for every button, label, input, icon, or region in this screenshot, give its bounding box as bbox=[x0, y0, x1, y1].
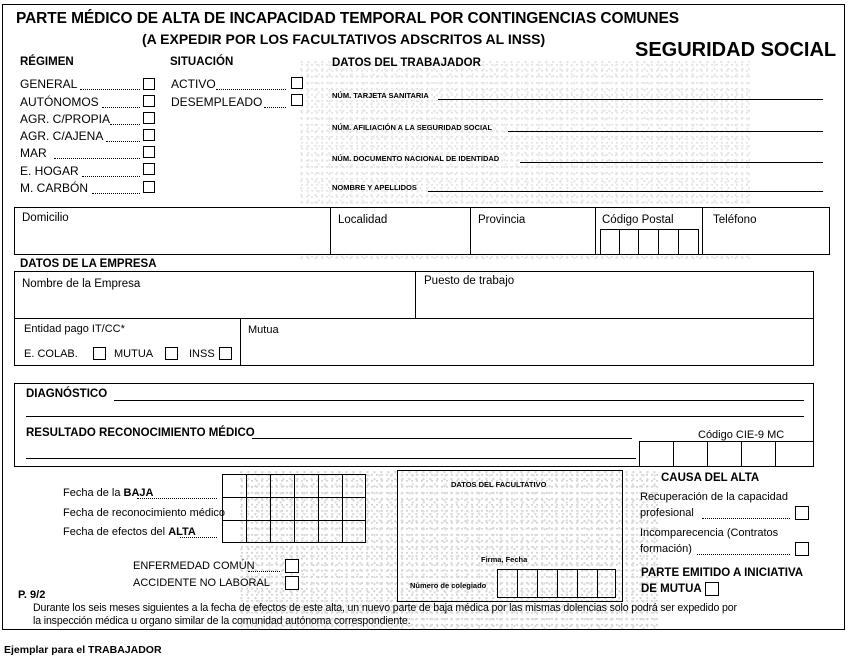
form-title: PARTE MÉDICO DE ALTA DE INCAPACIDAD TEMPORAL POR CONTINGENCIAS COMUNES bbox=[16, 10, 679, 27]
numero-colegiado-label: Número de colegiado bbox=[410, 581, 487, 590]
cp-cell[interactable] bbox=[619, 229, 639, 255]
afiliacion-label: NÚM. AFILIACIÓN A LA SEGURIDAD SOCIAL bbox=[332, 123, 493, 132]
iniciativa-mutua-checkbox[interactable] bbox=[705, 582, 719, 596]
cie-cell[interactable] bbox=[707, 441, 742, 467]
facultativo-heading: DATOS DEL FACULTATIVO bbox=[451, 480, 547, 489]
causa-alta-heading: CAUSA DEL ALTA bbox=[661, 472, 760, 484]
regimen-general-checkbox[interactable] bbox=[143, 78, 155, 90]
incomparecencia-checkbox[interactable] bbox=[795, 542, 809, 556]
brand-label: SEGURIDAD SOCIAL bbox=[635, 39, 837, 61]
dots bbox=[702, 518, 790, 519]
dots bbox=[54, 158, 140, 159]
situacion-desempleado-checkbox[interactable] bbox=[291, 94, 303, 106]
form-code: P. 9/2 bbox=[18, 589, 46, 601]
recuperacion-label-2: profesional bbox=[640, 507, 694, 519]
diagnostico-field-2[interactable] bbox=[26, 416, 804, 417]
inss-label: INSS bbox=[189, 348, 215, 360]
situacion-desempleado-label: DESEMPLEADO bbox=[171, 95, 263, 109]
accidente-no-laboral-label: ACCIDENTE NO LABORAL bbox=[133, 577, 270, 589]
nombre-apellidos-field[interactable] bbox=[428, 191, 823, 192]
codigo-cie-label: Código CIE-9 MC bbox=[698, 429, 785, 441]
grid-rule bbox=[246, 474, 247, 543]
colegiado-cell[interactable] bbox=[497, 569, 518, 598]
tarjeta-sanitaria-label: NÚM. TARJETA SANITARIA bbox=[332, 91, 429, 100]
divider bbox=[14, 318, 814, 319]
entidad-pago-label: Entidad pago IT/CC* bbox=[24, 323, 125, 335]
cp-cell[interactable] bbox=[638, 229, 659, 255]
situacion-activo-label: ACTIVO bbox=[171, 77, 216, 91]
puesto-trabajo-label: Puesto de trabajo bbox=[424, 275, 515, 287]
regimen-general-label: GENERAL bbox=[20, 77, 78, 91]
mutua-option-label: MUTUA bbox=[114, 348, 154, 360]
divider bbox=[240, 318, 241, 366]
fecha-baja-bold: BAJA bbox=[123, 487, 154, 499]
dots bbox=[216, 89, 286, 90]
trabajador-heading: DATOS DEL TRABAJADOR bbox=[332, 57, 481, 69]
enfermedad-comun-checkbox[interactable] bbox=[285, 559, 299, 573]
dots bbox=[82, 176, 140, 177]
divider bbox=[595, 207, 596, 255]
resultado-label: RESULTADO RECONOCIMIENTO MÉDICO bbox=[26, 427, 255, 439]
form-subtitle: (A EXPEDIR POR LOS FACULTATIVOS ADSCRITOS AL INSS) bbox=[142, 31, 546, 47]
regimen-heading: RÉGIMEN bbox=[20, 56, 74, 68]
domicilio-box bbox=[14, 207, 830, 255]
cie-cell[interactable] bbox=[775, 441, 814, 467]
recuperacion-checkbox[interactable] bbox=[795, 506, 809, 520]
mutua-checkbox[interactable] bbox=[165, 347, 178, 360]
dots bbox=[697, 554, 790, 555]
regimen-mar-checkbox[interactable] bbox=[143, 146, 155, 158]
dni-field[interactable] bbox=[520, 162, 823, 163]
grid-rule bbox=[342, 474, 343, 543]
afiliacion-field[interactable] bbox=[508, 131, 823, 132]
dots bbox=[248, 571, 280, 572]
colegiado-cell[interactable] bbox=[597, 569, 616, 598]
regimen-agr-ajena-label: AGR. C/AJENA bbox=[20, 129, 104, 143]
colegiado-cell[interactable] bbox=[557, 569, 578, 598]
recuperacion-label-1: Recuperación de la capacidad bbox=[640, 491, 788, 503]
situacion-heading: SITUACIÓN bbox=[170, 56, 234, 68]
iniciativa-mutua-label-2: DE MUTUA bbox=[641, 583, 702, 595]
dni-label: NÚM. DOCUMENTO NACIONAL DE IDENTIDAD bbox=[332, 154, 500, 163]
fecha-baja-prefix: Fecha de la bbox=[63, 487, 124, 499]
ecolab-label: E. COLAB. bbox=[24, 348, 78, 360]
nombre-apellidos-label: NOMBRE Y APELLIDOS bbox=[332, 183, 417, 192]
regimen-hogar-label: E. HOGAR bbox=[20, 164, 79, 178]
divider bbox=[702, 207, 703, 255]
regimen-mar-label: MAR bbox=[20, 146, 47, 160]
empresa-heading: DATOS DE LA EMPRESA bbox=[20, 258, 157, 270]
divider bbox=[330, 207, 331, 255]
incomparecencia-label-2: formación) bbox=[640, 543, 692, 555]
fecha-alta-label bbox=[63, 527, 196, 538]
dots bbox=[137, 498, 217, 499]
dots bbox=[264, 107, 286, 108]
mutua-field-label: Mutua bbox=[248, 324, 279, 336]
dots bbox=[106, 141, 140, 142]
colegiado-cell[interactable] bbox=[577, 569, 598, 598]
resultado-field-2[interactable] bbox=[26, 458, 636, 459]
tarjeta-sanitaria-field[interactable] bbox=[438, 99, 823, 100]
divider bbox=[415, 271, 416, 318]
regimen-autonomos-label: AUTÓNOMOS bbox=[20, 95, 99, 109]
accidente-no-laboral-checkbox[interactable] bbox=[285, 576, 299, 590]
regimen-carbon-label: M. CARBÓN bbox=[20, 181, 89, 195]
regimen-autonomos-checkbox[interactable] bbox=[143, 95, 155, 107]
localidad-label: Localidad bbox=[338, 214, 388, 226]
regimen-agr-propia-checkbox[interactable] bbox=[143, 112, 155, 124]
cp-cell[interactable] bbox=[600, 229, 620, 255]
regimen-agr-propia-label: AGR. C/PROPIA bbox=[20, 112, 111, 126]
dots bbox=[180, 537, 217, 538]
inss-checkbox[interactable] bbox=[219, 347, 232, 360]
resultado-field[interactable] bbox=[252, 438, 632, 439]
footer-note-1: Durante los seis meses siguientes a la fecha de efectos de este alta, un nuevo parte de baja médica por las mismas dolencias solo podrá ser expedido por bbox=[33, 602, 737, 614]
grid-rule bbox=[294, 474, 295, 543]
ecolab-checkbox[interactable] bbox=[93, 347, 106, 360]
divider bbox=[470, 207, 471, 255]
telefono-label: Teléfono bbox=[713, 214, 757, 226]
regimen-agr-ajena-checkbox[interactable] bbox=[143, 129, 155, 141]
codigo-postal-label: Código Postal bbox=[602, 214, 674, 226]
nombre-empresa-label: Nombre de la Empresa bbox=[22, 278, 141, 290]
fecha-alta-prefix: Fecha de efectos del bbox=[63, 526, 169, 538]
regimen-carbon-checkbox[interactable] bbox=[143, 181, 155, 193]
cp-cell[interactable] bbox=[658, 229, 679, 255]
grid-rule bbox=[318, 474, 319, 543]
cie-cell[interactable] bbox=[673, 441, 708, 467]
incomparecencia-label-1: Incomparecencia (Contratos bbox=[640, 527, 779, 539]
dots bbox=[102, 107, 140, 108]
dots bbox=[92, 193, 140, 194]
diagnostico-label: DIAGNÓSTICO bbox=[26, 388, 108, 400]
cie-cell[interactable] bbox=[741, 441, 776, 467]
provincia-label: Provincia bbox=[478, 214, 526, 226]
regimen-hogar-checkbox[interactable] bbox=[143, 163, 155, 175]
enfermedad-comun-label: ENFERMEDAD COMÚN bbox=[133, 560, 255, 572]
colegiado-cell[interactable] bbox=[537, 569, 558, 598]
cp-cell[interactable] bbox=[678, 229, 699, 255]
domicilio-label: Domicilio bbox=[22, 212, 69, 224]
fecha-reconocimiento-label: Fecha de reconocimiento médico bbox=[63, 507, 226, 519]
diagnostico-field[interactable] bbox=[114, 400, 804, 401]
ejemplar-label: Ejemplar para el TRABAJADOR bbox=[4, 644, 162, 656]
cie-cell[interactable] bbox=[639, 441, 674, 467]
dots bbox=[110, 124, 140, 125]
firma-fecha-label: Firma, Fecha bbox=[481, 555, 528, 564]
iniciativa-mutua-label-1: PARTE EMITIDO A INICIATIVA bbox=[641, 567, 804, 579]
fecha-alta-bold: ALTA bbox=[168, 526, 196, 538]
footer-note-2: la inspección médica u organo similar de la comunidad autónoma correspondiente. bbox=[33, 615, 411, 627]
grid-rule bbox=[270, 474, 271, 543]
dots bbox=[80, 89, 140, 90]
situacion-activo-checkbox[interactable] bbox=[291, 77, 303, 89]
colegiado-cell[interactable] bbox=[517, 569, 538, 598]
